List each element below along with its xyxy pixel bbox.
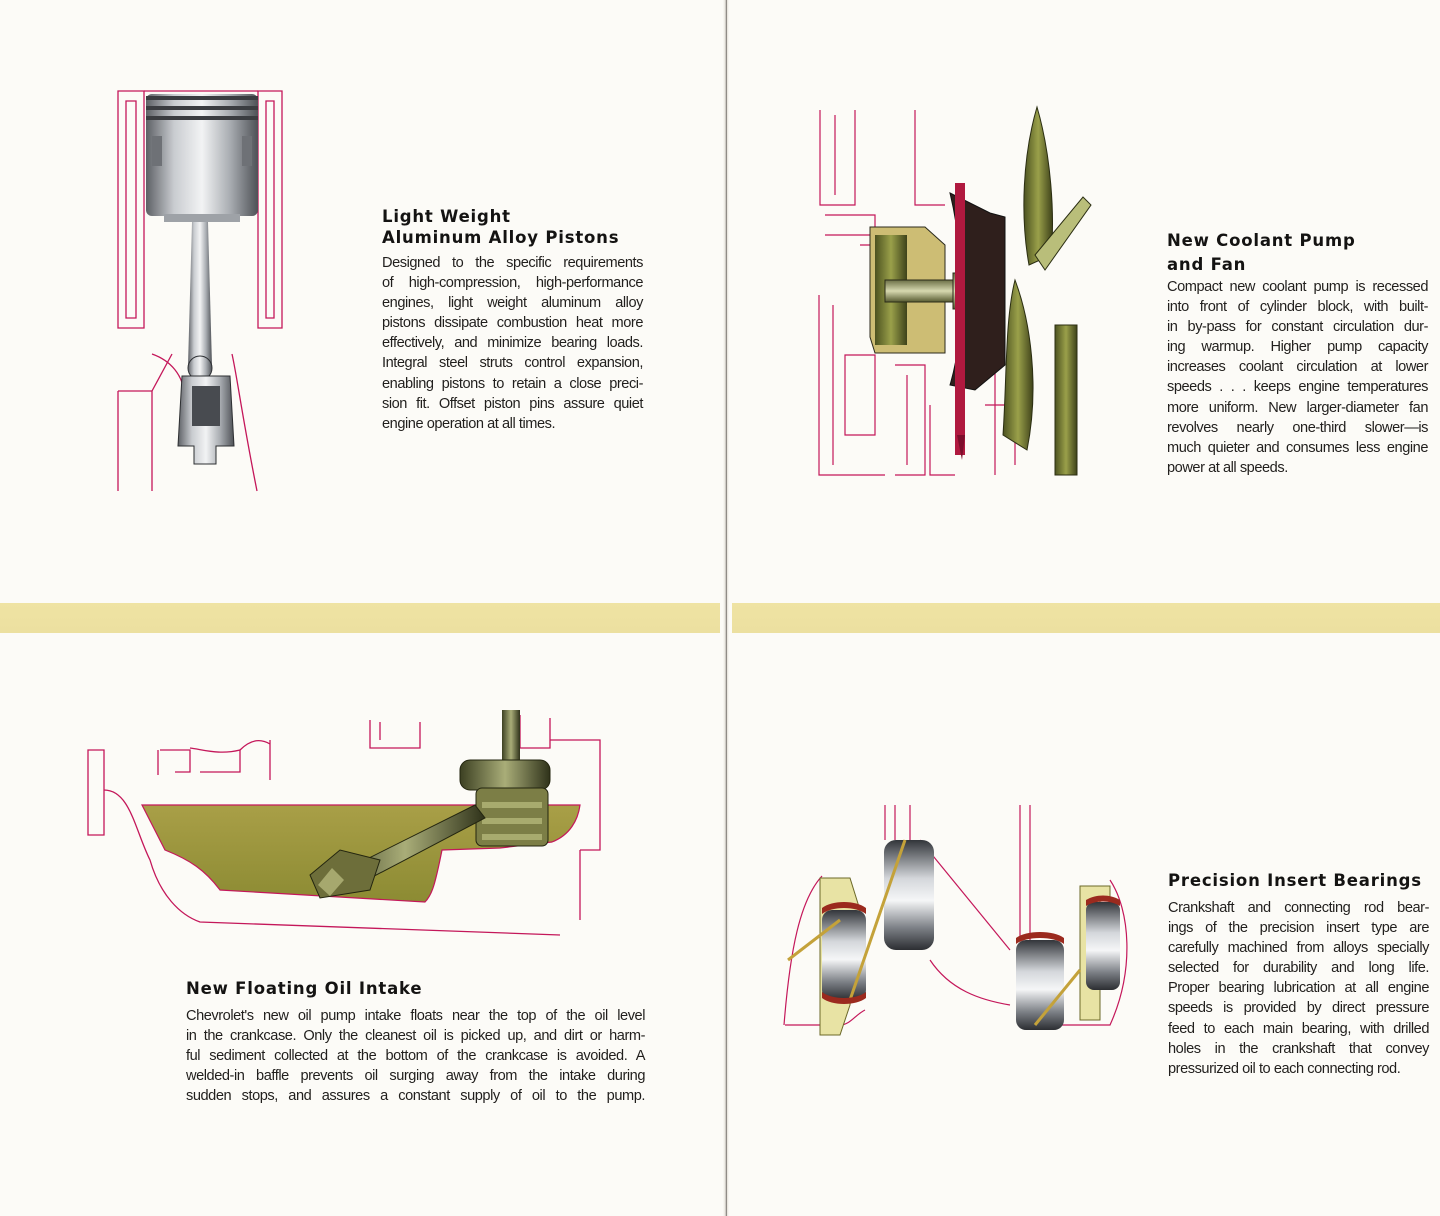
pistons-line: engines, light weight aluminum alloy [382,295,643,312]
fan-blades [1003,107,1091,475]
bearings-heading: Precision Insert Bearings [1168,871,1422,890]
oil-intake-line: ful sediment collected at the bottom of the crankcase is avoided. A [186,1048,645,1065]
pistons-heading [382,206,619,248]
bearings-line: ings of the precision insert type are [1168,920,1429,937]
bearings-line: speeds is provided by direct pressure [1168,1000,1429,1017]
coolant-line: into front of cylinder block, with built- [1167,299,1428,316]
oil-intake-line: Chevrolet's new oil pump intake floats near the top of the oil level [186,1008,645,1024]
coolant-heading-line-2: and Fan [1167,255,1247,274]
bearings-line: holes in the crankshaft that convey [1168,1040,1429,1057]
coolant-line: more uniform. New larger-diameter fan [1167,399,1428,416]
pistons-line: Integral steel struts control expansion, [382,355,643,372]
coolant-heading [1167,229,1356,277]
piston-head [146,94,258,222]
bearings-illustration [780,800,1140,1040]
coolant-body [1167,277,1428,478]
oil-intake-heading: New Floating Oil Intake [186,979,423,998]
pistons-line: of high-compression, high-performance [382,275,643,292]
bearings-line: feed to each main bearing, with drilled [1168,1020,1429,1037]
pistons-line: pistons dissipate combustion heat more [382,315,643,332]
coolant-line: power at all speeds. [1167,459,1288,476]
coolant-heading-line-1: New Coolant Pump [1167,231,1356,250]
bearings-line: carefully machined from alloys specially [1168,940,1429,957]
pistons-heading-line-1: Light Weight [382,207,511,226]
oil-intake-line: sudden stops, and assures a constant supply of oil to the pump. [186,1088,645,1105]
piston-illustration [112,86,292,496]
pistons-body [382,253,643,434]
coolant-line: much quieter and consumes less engine [1167,439,1428,456]
bearings-line: selected for durability and long life. [1168,960,1429,977]
coolant-line: ing warmup. Higher pump capacity [1167,339,1428,356]
oil-intake-line: in the crankcase. Only the cleanest oil is picked up, and dirt or harm- [186,1028,645,1045]
coolant-line: increases coolant circulation at lower [1167,359,1428,376]
coolant-line: revolves nearly one-third slower—is [1167,419,1428,436]
coolant-pump-illustration [815,105,1095,485]
pistons-line: sion fit. Offset piston pins assure quiet [382,395,643,412]
coolant-line: speeds . . . keeps engine temperatures [1167,379,1428,396]
pistons-line: enabling pistons to retain a close preci- [382,375,643,392]
oil-intake-illustration [80,710,620,950]
coolant-line: in by-pass for constant circulation dur- [1167,319,1428,336]
page-gutter [723,0,729,1216]
bearings-line: Proper bearing lubrication at all engine [1168,980,1429,997]
bearings-line: pressurized oil to each connecting rod. [1168,1060,1401,1077]
pistons-line: engine operation at all times. [382,415,556,432]
bearing-journals [820,840,1120,1035]
bearings-line: Crankshaft and connecting rod bear- [1168,900,1429,916]
pistons-heading-line-2: Aluminum Alloy Pistons [382,228,620,247]
oil-intake-line: welded-in baffle prevents oil surging away from the intake during [186,1068,645,1085]
pistons-line: Designed to the specific requirements [382,255,643,271]
fan-pulley [950,183,1005,460]
bearings-body [1168,898,1429,1079]
oil-intake-body [186,1006,645,1106]
connecting-rod [178,222,234,464]
pistons-line: effectively, and minimize bearing loads. [382,335,643,352]
coolant-line: Compact new coolant pump is recessed [1167,279,1428,295]
